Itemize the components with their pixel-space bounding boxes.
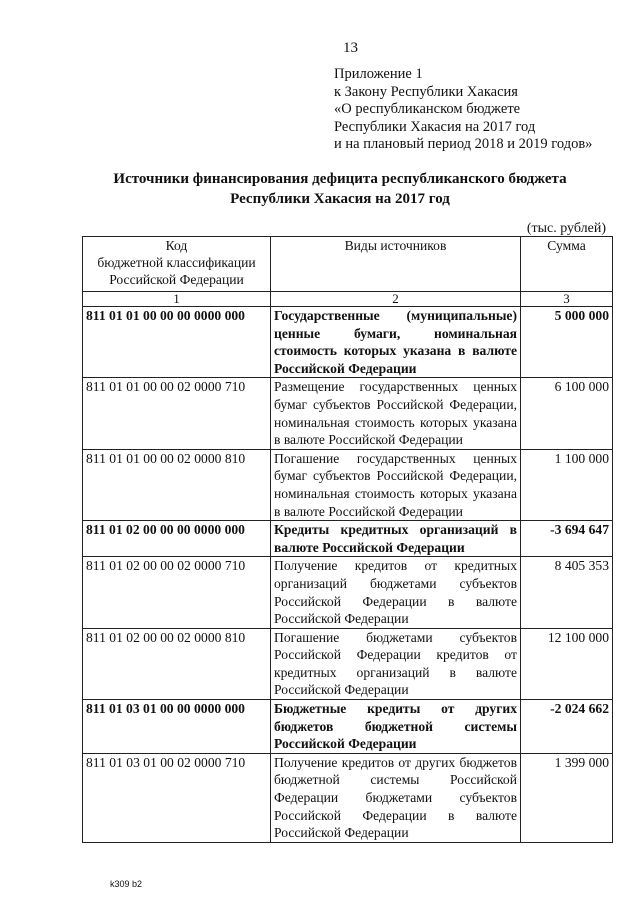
table-row — [83, 628, 613, 699]
column-number: 1 — [83, 292, 271, 307]
amount-cell: 12 100 000 — [521, 628, 613, 699]
code-cell: 811 01 02 00 00 02 0000 710 — [83, 557, 271, 628]
code-cell: 811 01 02 00 00 02 0000 810 — [83, 628, 271, 699]
header-kind: Виды источников — [271, 237, 521, 292]
kind-cell: Получение кредитов от других бюджетов бюджетной системы Российской Федерации бюджетами субъектов Российской Федерации в валюте Российской Федерации — [271, 753, 521, 842]
kind-cell: Кредиты кредитных организаций в валюте Российской Федерации — [271, 521, 521, 557]
appendix-line: к Закону Республики Хакасия — [334, 83, 518, 100]
code-cell: 811 01 01 00 00 02 0000 710 — [83, 378, 271, 449]
header-code — [83, 237, 271, 292]
header-sum: Сумма — [521, 237, 613, 292]
amount-cell: -3 694 647 — [521, 521, 613, 557]
document-title — [60, 169, 620, 209]
table-row — [83, 557, 613, 628]
code-cell: 811 01 03 01 00 02 0000 710 — [83, 753, 271, 842]
table-row — [83, 307, 613, 378]
table-row — [83, 700, 613, 754]
column-number: 2 — [271, 292, 521, 307]
table-header-row — [83, 237, 613, 292]
code-cell: 811 01 01 00 00 02 0000 810 — [83, 449, 271, 520]
amount-cell: 6 100 000 — [521, 378, 613, 449]
kind-cell: Погашение бюджетами субъектов Российской Федерации кредитов от кредитных организаций в валюте Российской Федерации — [271, 628, 521, 699]
amount-cell: 8 405 353 — [521, 557, 613, 628]
table-row — [83, 753, 613, 842]
amount-cell: 1 399 000 — [521, 753, 613, 842]
kind-cell: Государственные (муниципальные) ценные бумаги, номинальная стоимость которых указана в валюте Российской Федерации — [271, 307, 521, 378]
financing-sources-table — [82, 236, 613, 843]
header-code-line: бюджетной классификации — [97, 255, 256, 270]
document-title-line: Республики Хакасия на 2017 год — [230, 191, 450, 207]
appendix-line: Приложение 1 — [334, 66, 423, 82]
kind-cell: Получение кредитов от кредитных организаций бюджетами субъектов Российской Федерации в валюте Российской Федерации — [271, 557, 521, 628]
table-body — [83, 307, 613, 843]
table-row — [83, 449, 613, 520]
amount-cell: -2 024 662 — [521, 700, 613, 754]
kind-cell: Погашение государственных ценных бумаг субъектов Российской Федерации, номинальная стоимость которых указана в валюте Российской Федерации — [271, 449, 521, 520]
amount-cell: 1 100 000 — [521, 449, 613, 520]
column-number-row — [83, 292, 613, 307]
kind-cell: Бюджетные кредиты от других бюджетов бюджетной системы Российской Федерации — [271, 700, 521, 754]
footer-mark: k309 b2 — [110, 879, 143, 889]
document-title-line: Источники финансирования дефицита республиканского бюджета — [113, 171, 567, 187]
header-code-line: Российской Федерации — [109, 272, 244, 287]
appendix-line: и на плановый период 2018 и 2019 годов» — [334, 136, 593, 152]
column-number: 3 — [521, 292, 613, 307]
amount-cell: 5 000 000 — [521, 307, 613, 378]
table-row — [83, 521, 613, 557]
table-row — [83, 378, 613, 449]
code-cell: 811 01 01 00 00 00 0000 000 — [83, 307, 271, 378]
appendix-block — [334, 66, 592, 154]
header-code-line: Код — [165, 238, 188, 253]
page-number: 13 — [343, 40, 358, 56]
appendix-line: Республики Хакасия на 2017 год — [334, 118, 536, 135]
appendix-line: «О республиканском бюджете — [334, 101, 521, 117]
code-cell: 811 01 03 01 00 00 0000 000 — [83, 700, 271, 754]
code-cell: 811 01 02 00 00 00 0000 000 — [83, 521, 271, 557]
kind-cell: Размещение государственных ценных бумаг субъектов Российской Федерации, номинальная стоимость которых указана в валюте Российской Федерации — [271, 378, 521, 449]
units-note: (тыс. рублей) — [526, 221, 606, 236]
